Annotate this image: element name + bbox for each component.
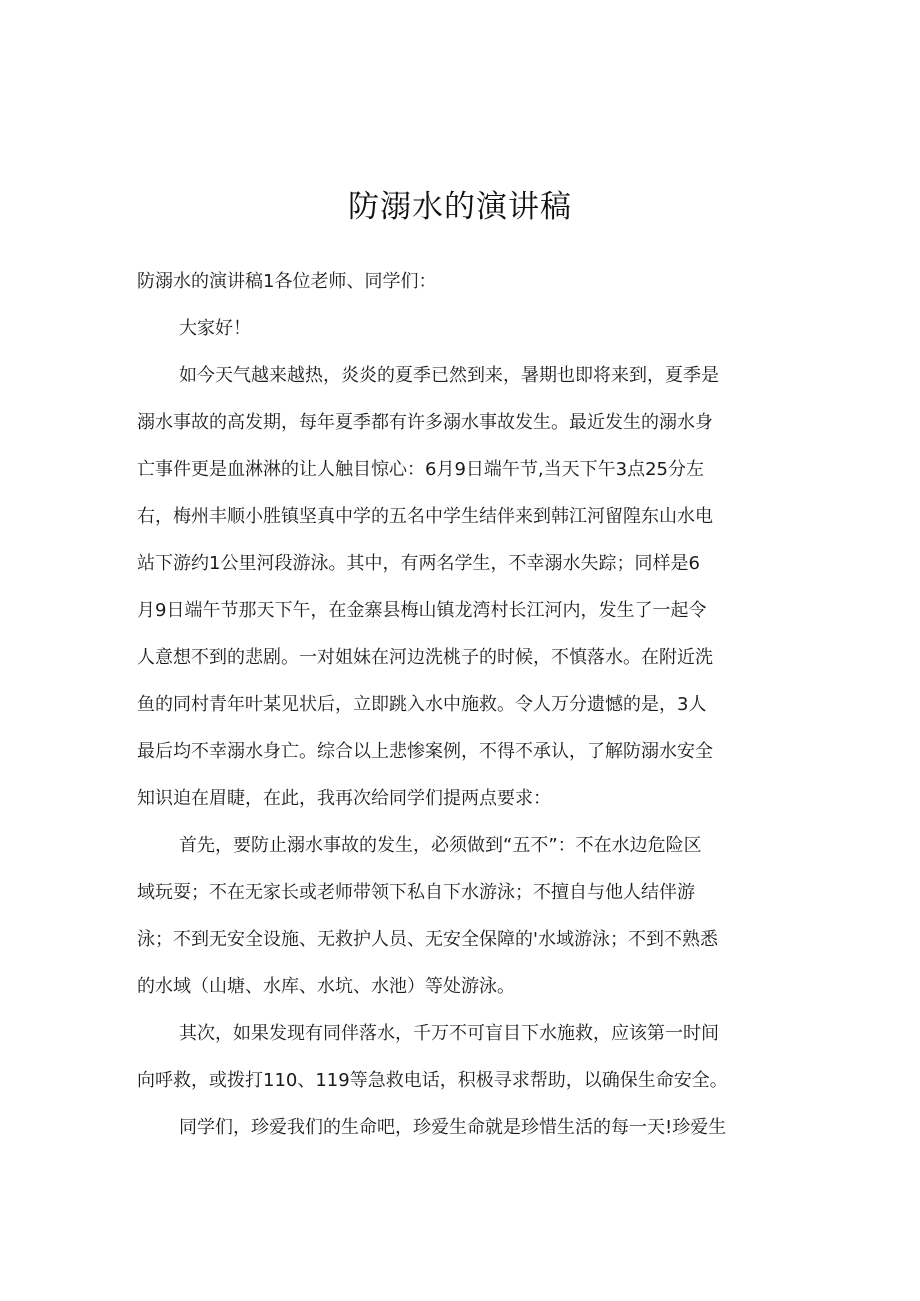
paragraph-line: 鱼的同村青年叶某见状后，立即跳入水中施救。令人万分遗憾的是，3人 bbox=[137, 694, 707, 715]
paragraph-background bbox=[137, 352, 797, 822]
paragraph-line: 亡事件更是血淋淋的让人触目惊心：6月9日端午节,当天下午3点25分左 bbox=[137, 459, 704, 480]
paragraph-closing bbox=[137, 1104, 797, 1151]
paragraph-line: 站下游约1公里河段游泳。其中，有两名学生，不幸溺水失踪；同样是6 bbox=[137, 553, 700, 574]
document-body bbox=[137, 258, 797, 1151]
paragraph-line: 右，梅州丰顺小胜镇坚真中学的五名中学生结伴来到韩江河留隍东山水电 bbox=[137, 506, 713, 527]
paragraph-line: 防溺水的演讲稿1各位老师、同学们： bbox=[137, 271, 437, 292]
paragraph-line: 泳；不到无安全设施、无救护人员、无安全保障的'水域游泳；不到不熟悉 bbox=[137, 929, 718, 950]
paragraph-greeting bbox=[137, 305, 797, 352]
paragraph-line: 大家好！ bbox=[179, 318, 251, 339]
paragraph-line: 向呼救，或拨打110、119等急救电话，积极寻求帮助，以确保生命安全。 bbox=[137, 1070, 728, 1091]
paragraph-line: 人意想不到的悲剧。一对姐妹在河边洗桃子的时候，不慎落水。在附近洗 bbox=[137, 647, 713, 668]
paragraph-line: 最后均不幸溺水身亡。综合以上悲惨案例，不得不承认，了解防溺水安全 bbox=[137, 741, 713, 762]
paragraph-line: 如今天气越来越热，炎炎的夏季已然到来，暑期也即将来到，夏季是 bbox=[179, 365, 719, 386]
paragraph-first-requirement bbox=[137, 822, 797, 1010]
document-title: 防溺水的演讲稿 bbox=[348, 188, 572, 225]
paragraph-line: 知识迫在眉睫，在此，我再次给同学们提两点要求： bbox=[137, 788, 551, 809]
paragraph-line: 域玩耍；不在无家长或老师带领下私自下水游泳；不擅自与他人结伴游 bbox=[137, 882, 695, 903]
paragraph-line: 其次，如果发现有同伴落水，千万不可盲目下水施救，应该第一时间 bbox=[179, 1023, 719, 1044]
paragraph-line: 的水域（山塘、水库、水坑、水池）等处游泳。 bbox=[137, 976, 515, 997]
paragraph-second-requirement bbox=[137, 1010, 797, 1104]
paragraph-line: 月9日端午节那天下午，在金寨县梅山镇龙湾村长江河内，发生了一起令 bbox=[137, 600, 707, 621]
paragraph-intro bbox=[137, 258, 797, 305]
paragraph-line: 首先，要防止溺水事故的发生，必须做到“五不”：不在水边危险区 bbox=[179, 835, 702, 856]
paragraph-line: 溺水事故的高发期，每年夏季都有许多溺水事故发生。最近发生的溺水身 bbox=[137, 412, 713, 433]
paragraph-line: 同学们，珍爱我们的生命吧，珍爱生命就是珍惜生活的每一天!珍爱生 bbox=[179, 1117, 727, 1138]
